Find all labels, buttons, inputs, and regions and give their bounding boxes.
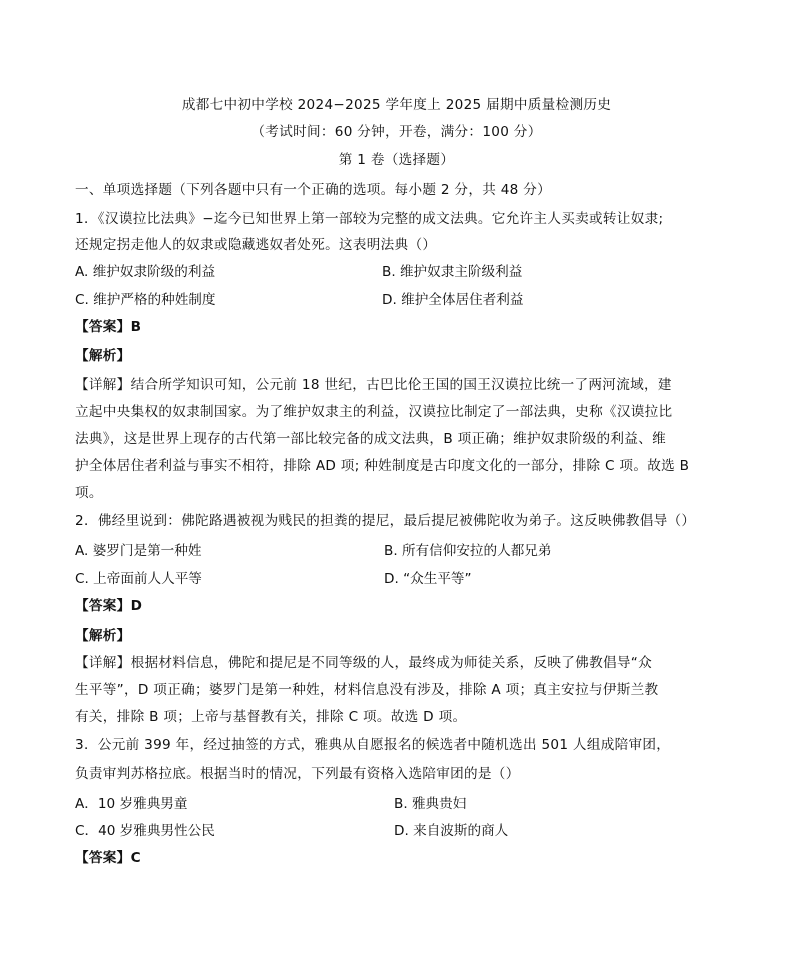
q2-analysis-label: 【解析】 [75,628,131,644]
q3-stem-line2: 负责审判苏格拉底。根据当时的情况，下列最有资格入选陪审团的是（） [75,766,520,782]
q1-detail-line4: 护全体居住者利益与事实不相符，排除 AD 项; 种姓制度是古印度文化的一部分，排除 C 项。故选 B [75,458,690,474]
q1-detail-line2: 立起中央集权的奴隶制国家。为了维护奴隶主的利益，汉谟拉比制定了一部法典，史称《汉谟拉比 [75,404,673,420]
q1-detail-line3: 法典》，这是世界上现存的古代第一部比较完备的成文法典，B 项正确；维护奴隶阶级的利益、维 [75,431,666,447]
q1-stem-line1: 1．《汉谟拉比法典》−迄今已知世界上第一部较为完整的成文法典。它允许主人买卖或转让奴隶; [75,211,664,227]
q3-option-a: A．10 岁雅典男童 [75,796,188,812]
q1-detail-line1: 【详解】结合所学知识可知，公元前 18 世纪，古巴比伦王国的国王汉谟拉比统一了两河流域，建 [75,377,672,393]
exam-title: 成都七中初中学校 2024−2025 学年度上 2025 届期中质量检测历史 [181,97,612,113]
q1-option-b: B. 维护奴隶主阶级利益 [382,264,523,280]
q2-option-b: B. 所有信仰安拉的人都兄弟 [384,543,552,559]
q3-answer: 【答案】C [75,850,141,866]
exam-subtitle: （考试时间：60 分钟，开卷，满分：100 分） [251,124,542,140]
section-heading: 一、单项选择题（下列各题中只有一个正确的选项。每小题 2 分，共 48 分） [75,182,552,198]
q1-option-a: A. 维护奴隶阶级的利益 [75,264,216,280]
q1-answer: 【答案】B [75,319,142,335]
q2-detail-line2: 生平等”，D 项正确；婆罗门是第一种姓，材料信息没有涉及，排除 A 项；真主安拉与伊斯兰教 [75,682,659,698]
q2-stem-line1: 2．佛经里说到：佛陀路遇被视为贱民的担粪的提尼，最后提尼被佛陀收为弟子。这反映佛教倡导（） [75,513,696,529]
q1-stem-line2: 还规定拐走他人的奴隶或隐藏逃奴者处死。这表明法典（） [75,237,437,253]
q2-option-a: A. 婆罗门是第一种姓 [75,543,202,559]
q3-option-d: D. 来自波斯的商人 [394,823,509,839]
q3-option-b: B. 雅典贵妇 [394,796,467,812]
volume-heading: 第 1 卷（选择题） [338,152,455,168]
q1-analysis-label: 【解析】 [75,348,131,364]
q2-answer: 【答案】D [75,598,143,614]
q2-option-d: D. “众生平等” [384,571,472,587]
q1-option-d: D. 维护全体居住者利益 [382,292,524,308]
q2-detail-line1: 【详解】根据材料信息，佛陀和提尼是不同等级的人，最终成为师徒关系，反映了佛教倡导“众 [75,655,652,671]
q1-option-c: C. 维护严格的种姓制度 [75,292,216,308]
q1-detail-line5: 项。 [75,485,103,501]
q2-detail-line3: 有关，排除 B 项；上帝与基督教有关，排除 C 项。故选 D 项。 [75,709,467,725]
q3-option-c: C．40 岁雅典男性公民 [75,823,215,839]
q2-option-c: C. 上帝面前人人平等 [75,571,202,587]
q3-stem-line1: 3．公元前 399 年，经过抽签的方式，雅典从自愿报名的候选者中随机选出 501 人组成陪审团， [75,737,671,753]
